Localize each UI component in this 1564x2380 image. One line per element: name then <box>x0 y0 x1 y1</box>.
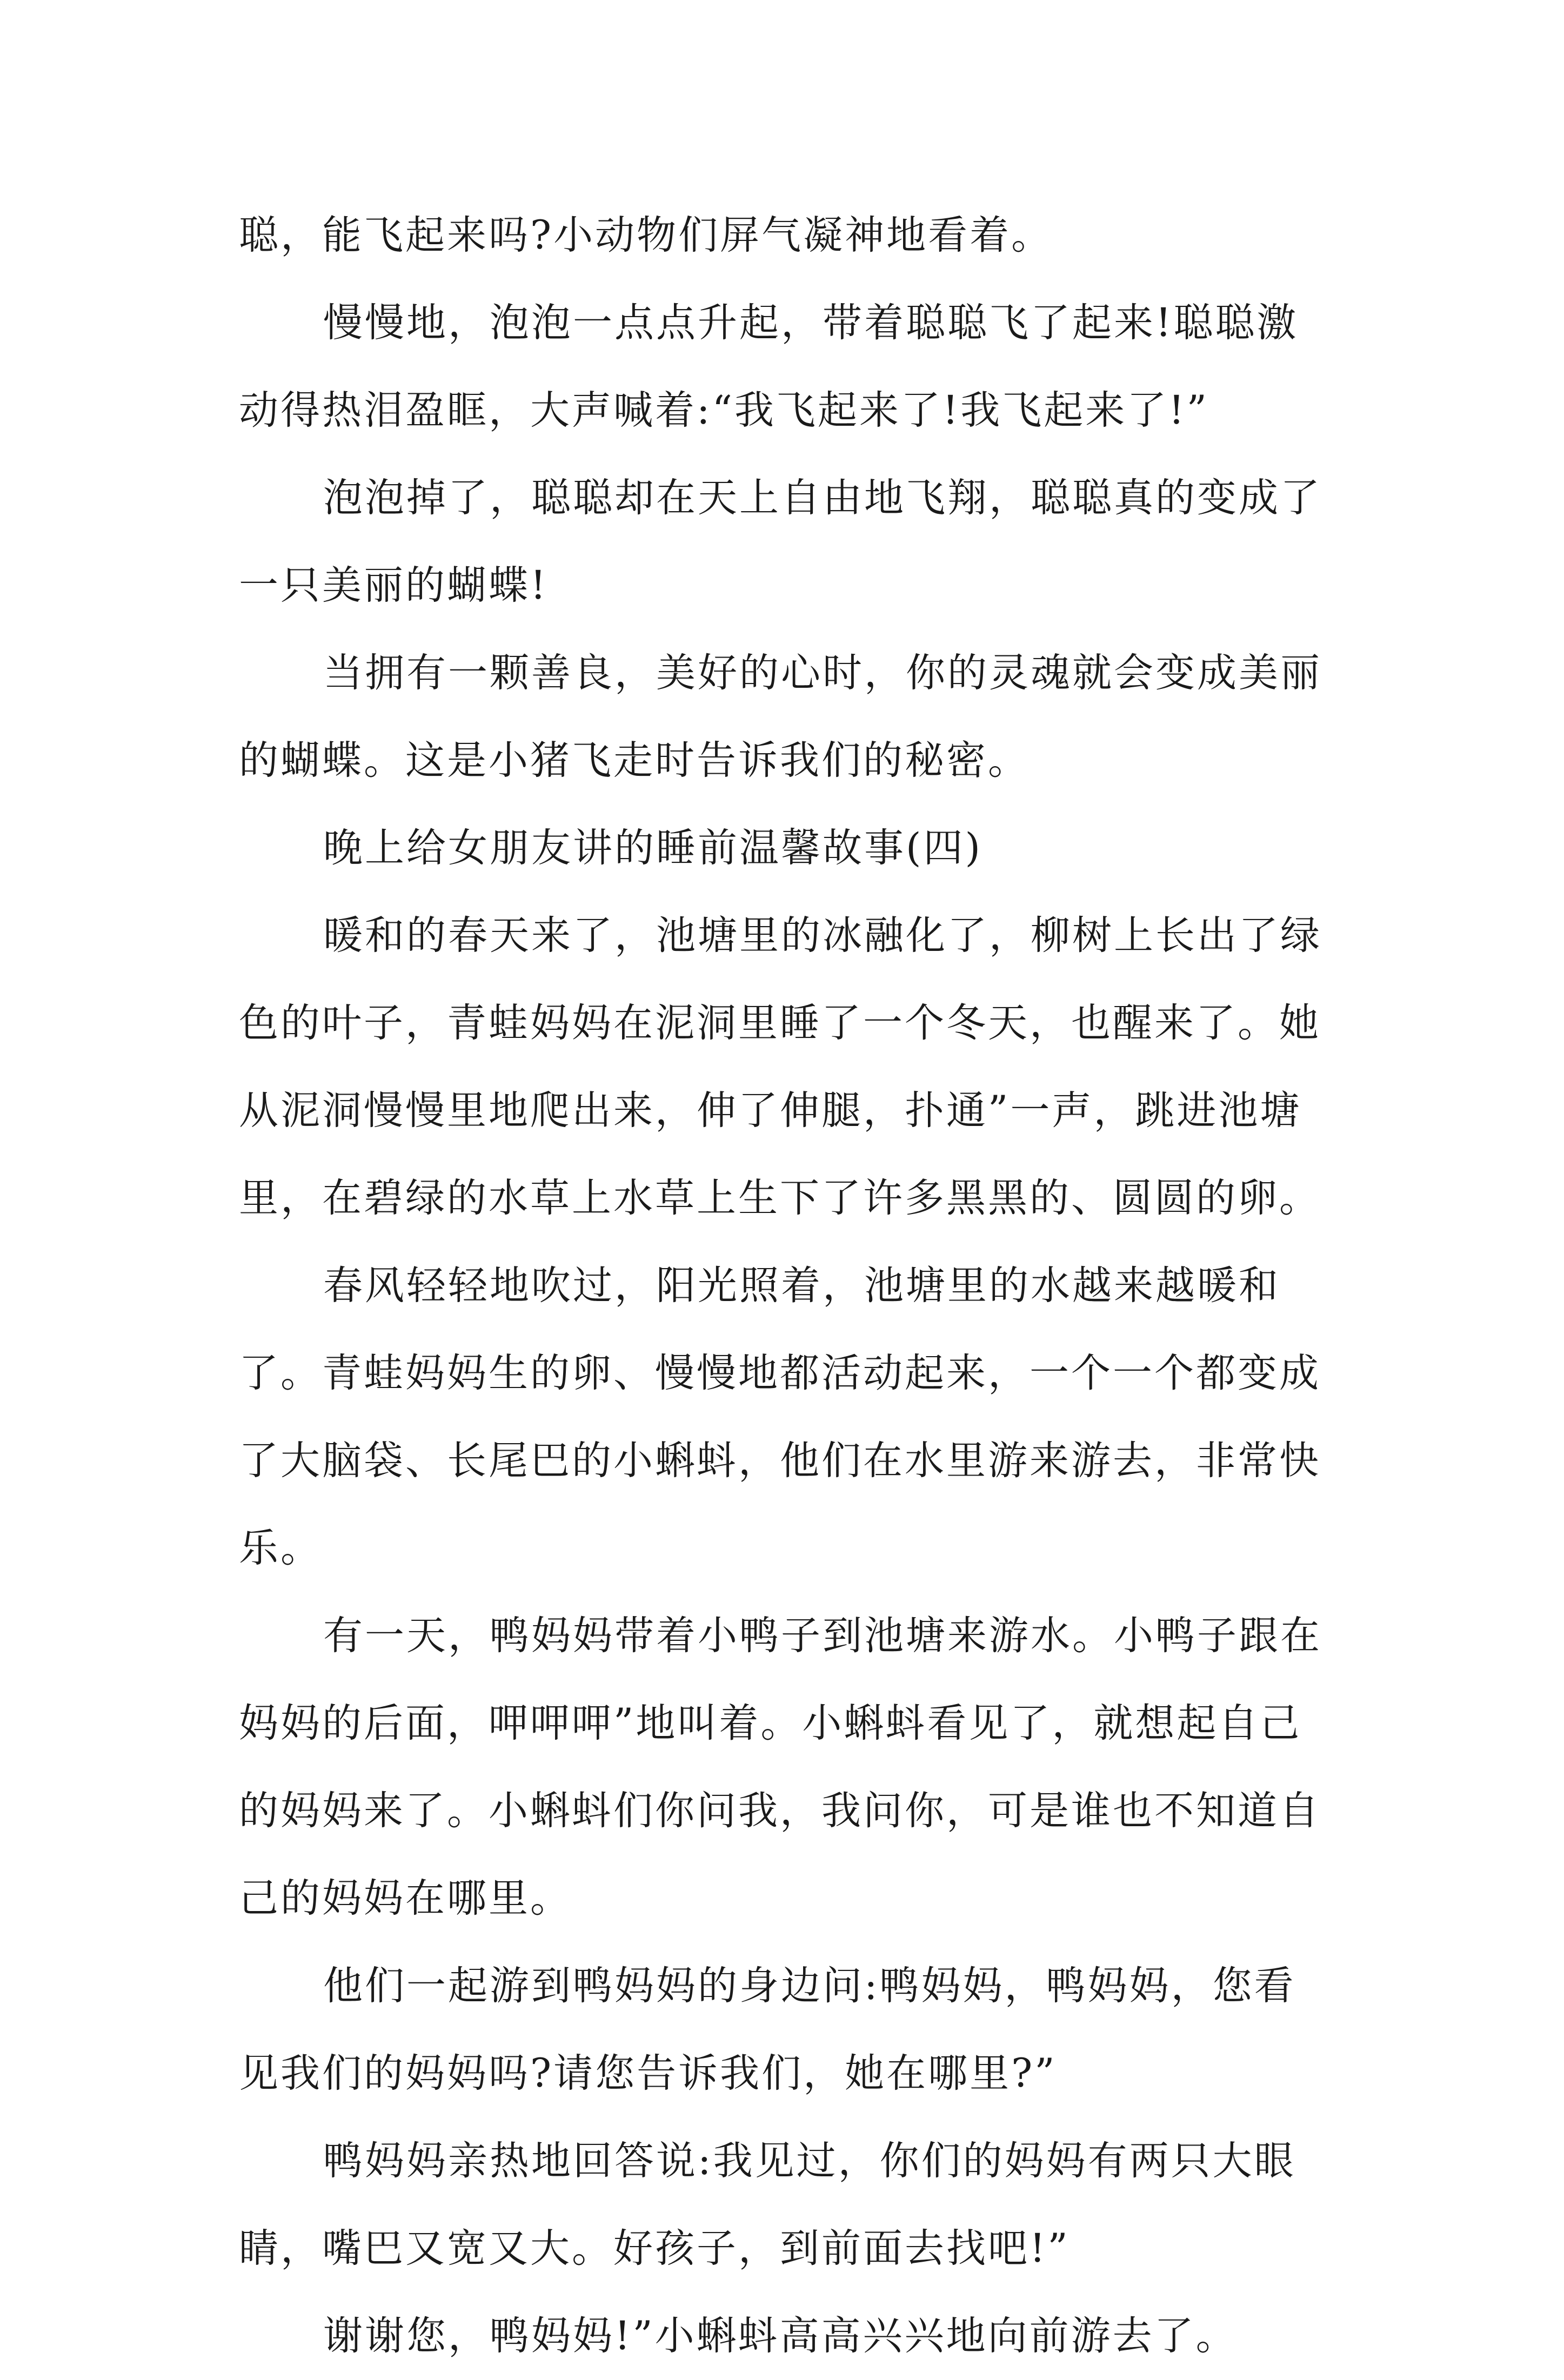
paragraph-6: 暖和的春天来了，池塘里的冰融化了，柳树上长出了绿色的叶子，青蛙妈妈在泥洞里睡了一个冬天，也醒来了。她从泥洞慢慢里地爬出来，伸了伸腿，扑通”一声，跳进池塘里，在碧绿的水草上水草上生下了许多黑黑的、圆圆的卵。 <box>239 913 1322 1221</box>
section-heading: 晚上给女朋友讲的睡前温馨故事(四) <box>323 825 982 871</box>
paragraph-8: 有一天，鸭妈妈带着小鸭子到池塘来游水。小鸭子跟在妈妈的后面，呷呷呷”地叫着。小蝌蚪看见了，就想起自己的妈妈来了。小蝌蚪们你问我，我问你，可是谁也不知道自己的妈妈在哪里。 <box>239 1613 1322 1921</box>
paragraph-9: 他们一起游到鸭妈妈的身边问:鸭妈妈，鸭妈妈，您看见我们的妈妈吗?请您告诉我们，她在哪里?” <box>239 1963 1296 2096</box>
paragraph-7: 春风轻轻地吹过，阳光照着，池塘里的水越来越暖和了。青蛙妈妈生的卵、慢慢地都活动起来，一个一个都变成了大脑袋、长尾巴的小蝌蚪，他们在水里游来游去，非常快乐。 <box>239 1263 1321 1571</box>
paragraph-3: 泡泡掉了，聪聪却在天上自由地飞翔，聪聪真的变成了一只美丽的蝴蝶! <box>239 475 1322 608</box>
paragraph-10: 鸭妈妈亲热地回答说:我见过，你们的妈妈有两只大眼睛，嘴巴又宽又大。好孩子，到前面去找吧!” <box>239 2138 1296 2271</box>
paragraph-4: 当拥有一颗善良，美好的心时，你的灵魂就会变成美丽的蝴蝶。这是小猪飞走时告诉我们的秘密。 <box>239 650 1322 783</box>
paragraph-2: 慢慢地，泡泡一点点升起，带着聪聪飞了起来!聪聪激动得热泪盈眶，大声喊着:“我飞起来了!我飞起来了!” <box>239 300 1299 433</box>
paragraph-1: 聪，能飞起来吗?小动物们屏气凝神地看着。 <box>239 212 1053 258</box>
paragraph-11: 谢谢您，鸭妈妈!”小蝌蚪高高兴兴地向前游去了。 <box>323 2313 1238 2359</box>
story-text <box>239 192 1336 2380</box>
